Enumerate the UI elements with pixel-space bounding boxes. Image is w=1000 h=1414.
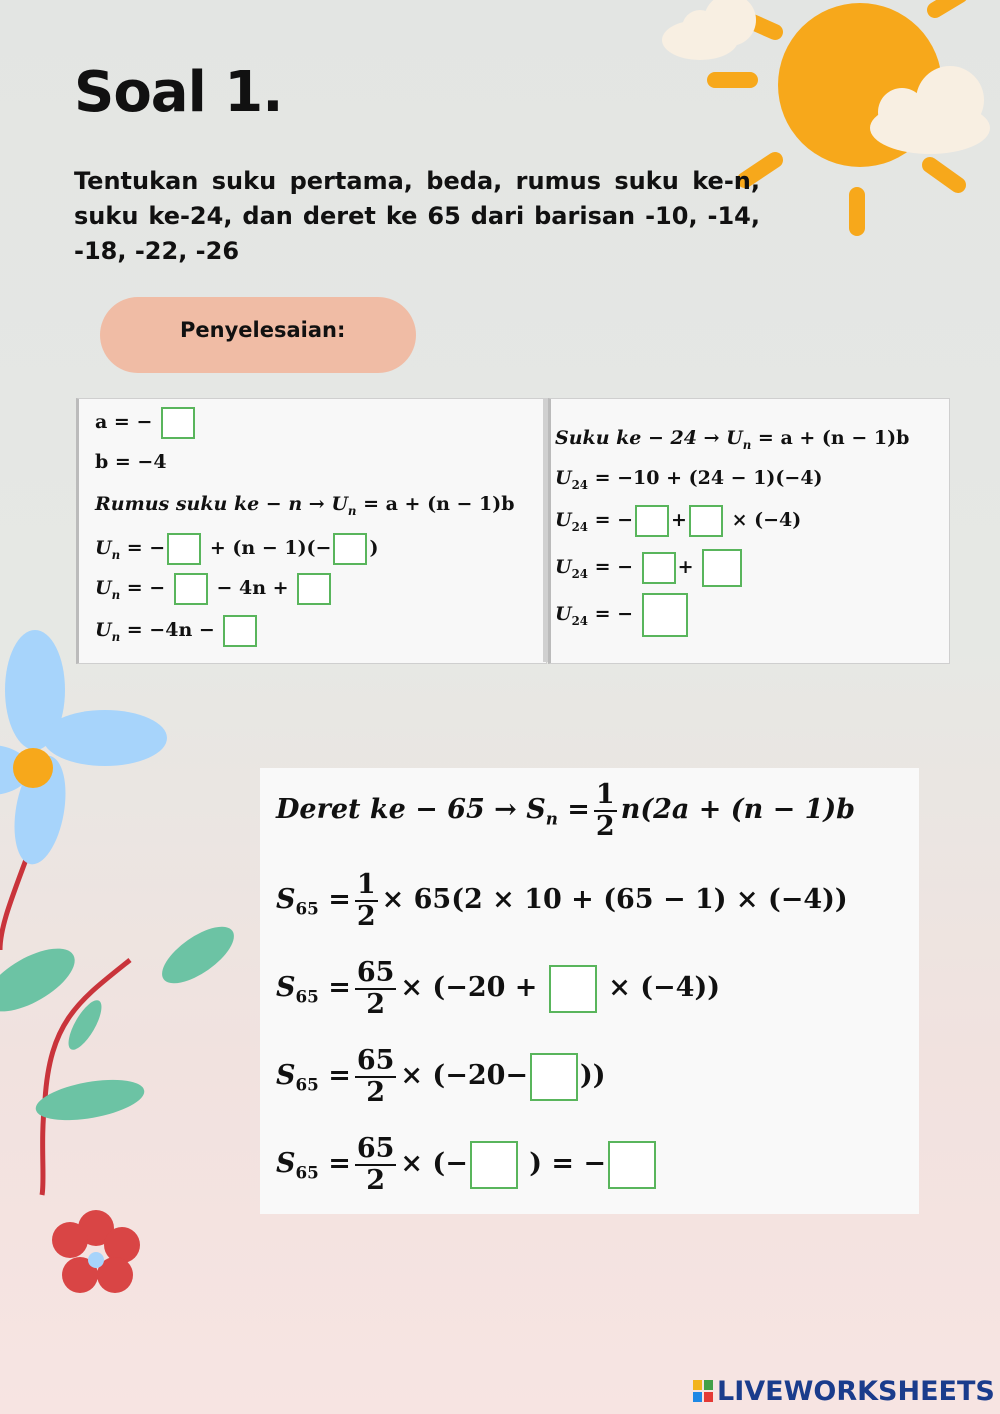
answer-box-u24-3b[interactable] xyxy=(702,549,742,587)
answer-box-s65-3[interactable] xyxy=(530,1053,578,1101)
solution-label: Penyelesaian: xyxy=(180,318,346,342)
answer-box-un2-b[interactable] xyxy=(297,573,331,605)
question-text: Tentukan suku pertama, beda, rumus suku ke-n, suku ke-24, dan deret ke 65 dari barisan -10, -14, -18, -22, -26 xyxy=(74,167,760,265)
flower-illustration xyxy=(0,620,260,1320)
answer-box-a[interactable] xyxy=(161,407,195,439)
liveworksheets-logo-icon xyxy=(693,1380,713,1402)
page-title: Soal 1. xyxy=(74,60,283,125)
s65-line-2: $S_{65}$ = $\frac{65}{2}$ × (−20 + × (−4)) xyxy=(276,957,721,1020)
answer-box-u24-3a[interactable] xyxy=(642,552,676,584)
answer-box-u24-2a[interactable] xyxy=(635,505,669,537)
u24-line-1: $U_{24} = -10 + (24 - 1)(-4)$ xyxy=(555,467,823,492)
liveworksheets-logo xyxy=(693,1376,995,1407)
answer-box-s65-4a[interactable] xyxy=(470,1141,518,1189)
u24-line-4: $U_{24}$ = − xyxy=(555,593,690,637)
solution-label-pill xyxy=(100,297,416,373)
answer-box-un3[interactable] xyxy=(223,615,257,647)
un-line-2: $U_n$ = − − 4n + xyxy=(95,573,333,605)
deret-line: Deret ke − $65 \to S_n$ = $\frac{1}{2}$ n(2a + (n − 1)b xyxy=(276,779,856,842)
answer-box-s65-2[interactable] xyxy=(549,965,597,1013)
un-line-1: $U_n$ = − + (n − 1)(− ) xyxy=(95,533,378,565)
answer-box-u24-2b[interactable] xyxy=(689,505,723,537)
u24-line-3: $U_{24}$ = − + xyxy=(555,549,744,587)
answer-box-un1-b[interactable] xyxy=(333,533,367,565)
answer-box-s65-result[interactable] xyxy=(608,1141,656,1189)
suku-24-line: Suku ke − $24 \to U_n = a + (n - 1)b$ xyxy=(555,427,910,452)
series-65-panel xyxy=(260,768,919,1214)
answer-box-u24-result[interactable] xyxy=(642,593,688,637)
rumus-line: Rumus suku ke − $n \to U_n = a + (n - 1)b$ xyxy=(95,493,515,518)
s65-line-4: $S_{65}$ = $\frac{65}{2}$ × (− ) = − xyxy=(276,1134,658,1195)
answer-box-un1-a[interactable] xyxy=(167,533,201,565)
s65-line-3: $S_{65}$ = $\frac{65}{2}$ × (−20− )) xyxy=(276,1045,606,1108)
b-line: b = −4 xyxy=(95,451,167,473)
watermark-text: LIVEWORKSHEETS xyxy=(717,1376,995,1407)
un-line-3: $U_n = -4n$ − xyxy=(95,615,259,647)
s65-line-1: $S_{65}$ = $\frac{1}{2}$ × 65(2 × 10 + (65 − 1) × (−4)) xyxy=(276,869,848,932)
first-term-panel xyxy=(76,398,547,664)
u24-line-2: $U_{24}$ = − + × (−4) xyxy=(555,505,801,537)
a-line: a = − xyxy=(95,407,197,439)
answer-box-un2-a[interactable] xyxy=(174,573,208,605)
term-24-panel xyxy=(548,398,950,664)
